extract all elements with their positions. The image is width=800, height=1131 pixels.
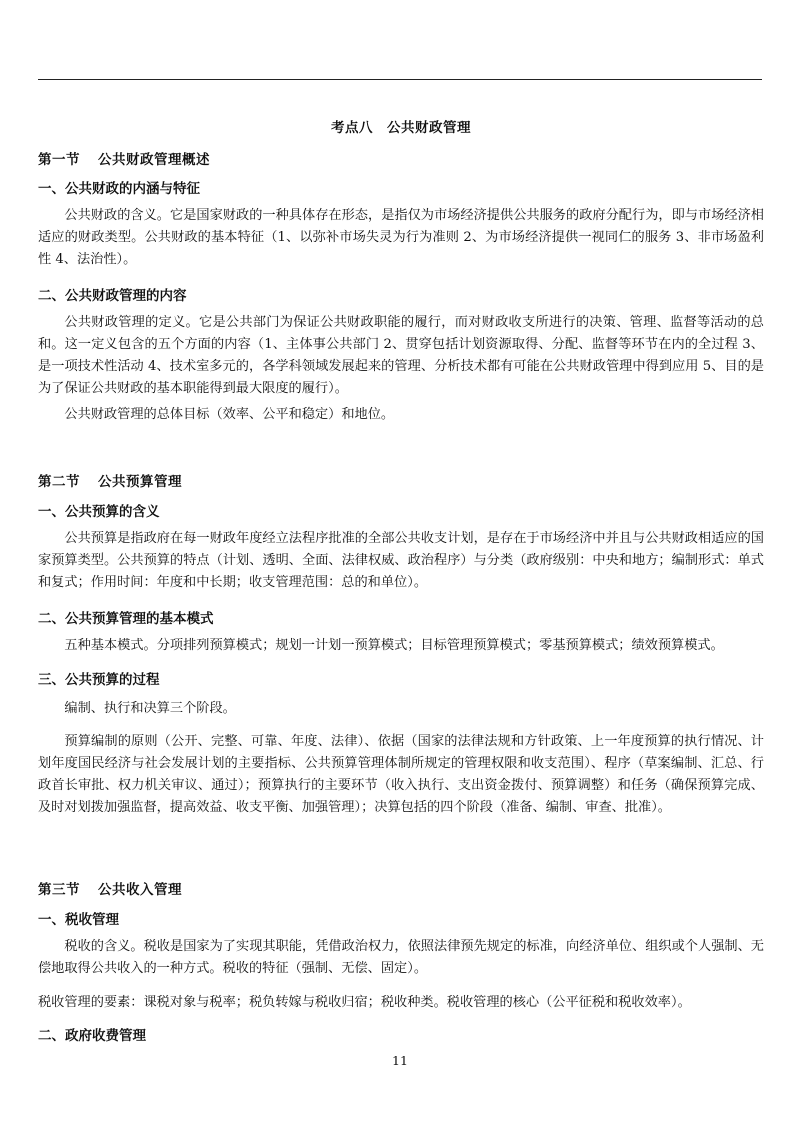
page-number: 11 bbox=[392, 1053, 408, 1068]
section-2-sub-2-heading: 二、公共预算管理的基本模式 bbox=[38, 611, 214, 627]
section-2-sub-3-heading: 三、公共预算的过程 bbox=[38, 672, 160, 688]
section-2-sub-2-paragraph: 五种基本模式。分项排列预算模式；规划一计划一预算模式；目标管理预算模式；零基预算模式；绩效预算模式。 bbox=[64, 638, 724, 653]
section-3-sub-1-paragraph-2: 税收管理的要素：课税对象与税率；税负转嫁与税收归宿；税收种类。税收管理的核心（公平征税和税收效率）。 bbox=[38, 995, 691, 1010]
section-2-title: 公共预算管理 bbox=[98, 474, 182, 490]
section-2-sub-3-paragraph-2: 预算编制的原则（公开、完整、可靠、年度、法律）、依据（国家的法律法规和方针政策、上一年度预算的执行情况、计划年度国民经济与社会发展计划的主要指标、公共预算管理体制所规定的管理权限和收支范围）、程序（草案编制、汇总、行政首长审批、权力机关审议、通过）；预算执行的主要环节（收入执行、支出资金拨付、预算调整）和任务（确保预算完成、及时对划拨加强监督，提高效益、收支平衡、加强管理）；决算包括的四个阶段（准备、编制、审查、批准）。 bbox=[38, 734, 764, 815]
section-1-sub-1-heading: 一、公共财政的内涵与特征 bbox=[38, 181, 200, 197]
section-1-sub-1-paragraph: 公共财政的含义。它是国家财政的一种具体存在形态，是指仅为市场经济提供公共服务的政府分配行为，即与市场经济相适应的财政类型。公共财政的基本特征（1、以弥补市场失灵为行为准则 2、为市场经济提供一视同仁的服务 3、非市场盈利性 4、法治性）。 bbox=[38, 208, 764, 267]
section-3-title: 公共收入管理 bbox=[98, 882, 182, 898]
section-2-sub-1-paragraph: 公共预算是指政府在每一财政年度经立法程序批准的全部公共收支计划，是存在于市场经济中并且与公共财政相适应的国家预算类型。公共预算的特点（计划、透明、全面、法律权威、政治程序）与分类（政府级别：中央和地方；编制形式：单式和复式；作用时间：年度和中长期；收支管理范围：总的和单位）。 bbox=[38, 531, 764, 590]
section-1-number: 第一节 bbox=[38, 152, 80, 168]
section-1-sub-2-paragraph: 公共财政管理的定义。它是公共部门为保证公共财政职能的履行，而对财政收支所进行的决策、管理、监督等活动的总和。这一定义包含的五个方面的内容（1、主体事公共部门 2、贯穿包括计划资源取得、分配、监督等环节在内的全过程 3、是一项技术性活动 4、技术室多元的，各学科领域发展起来的管理、分析技术都有可能在公共财政管理中得到应用 5、目的是为了保证公共财政的基本职能得到最大限度的履行）。 bbox=[38, 315, 764, 396]
section-1-sub-2-paragraph-2: 公共财政管理的总体目标（效率、公平和稳定）和地位。 bbox=[64, 407, 395, 422]
document-title: 考点八 公共财政管理 bbox=[331, 120, 471, 136]
section-3-sub-1-paragraph: 税收的含义。税收是国家为了实现其职能，凭借政治权力，依照法律预先规定的标准，向经济单位、组织或个人强制、无偿地取得公共收入的一种方式。税收的特征（强制、无偿、固定）。 bbox=[38, 939, 764, 976]
section-3-heading bbox=[38, 878, 182, 898]
section-3-sub-2-heading: 二、政府收费管理 bbox=[38, 1028, 146, 1044]
section-1-heading bbox=[38, 148, 210, 168]
section-2-number: 第二节 bbox=[38, 474, 80, 490]
section-3-number: 第三节 bbox=[38, 882, 80, 898]
section-2-heading bbox=[38, 470, 182, 490]
section-2-sub-3-paragraph-1: 编制、执行和决算三个阶段。 bbox=[64, 701, 236, 716]
section-2-sub-1-heading: 一、公共预算的含义 bbox=[38, 504, 160, 520]
section-3-sub-1-heading: 一、税收管理 bbox=[38, 912, 119, 928]
section-1-title: 公共财政管理概述 bbox=[98, 152, 210, 168]
header-rule bbox=[38, 79, 762, 80]
section-1-sub-2-heading: 二、公共财政管理的内容 bbox=[38, 288, 187, 304]
